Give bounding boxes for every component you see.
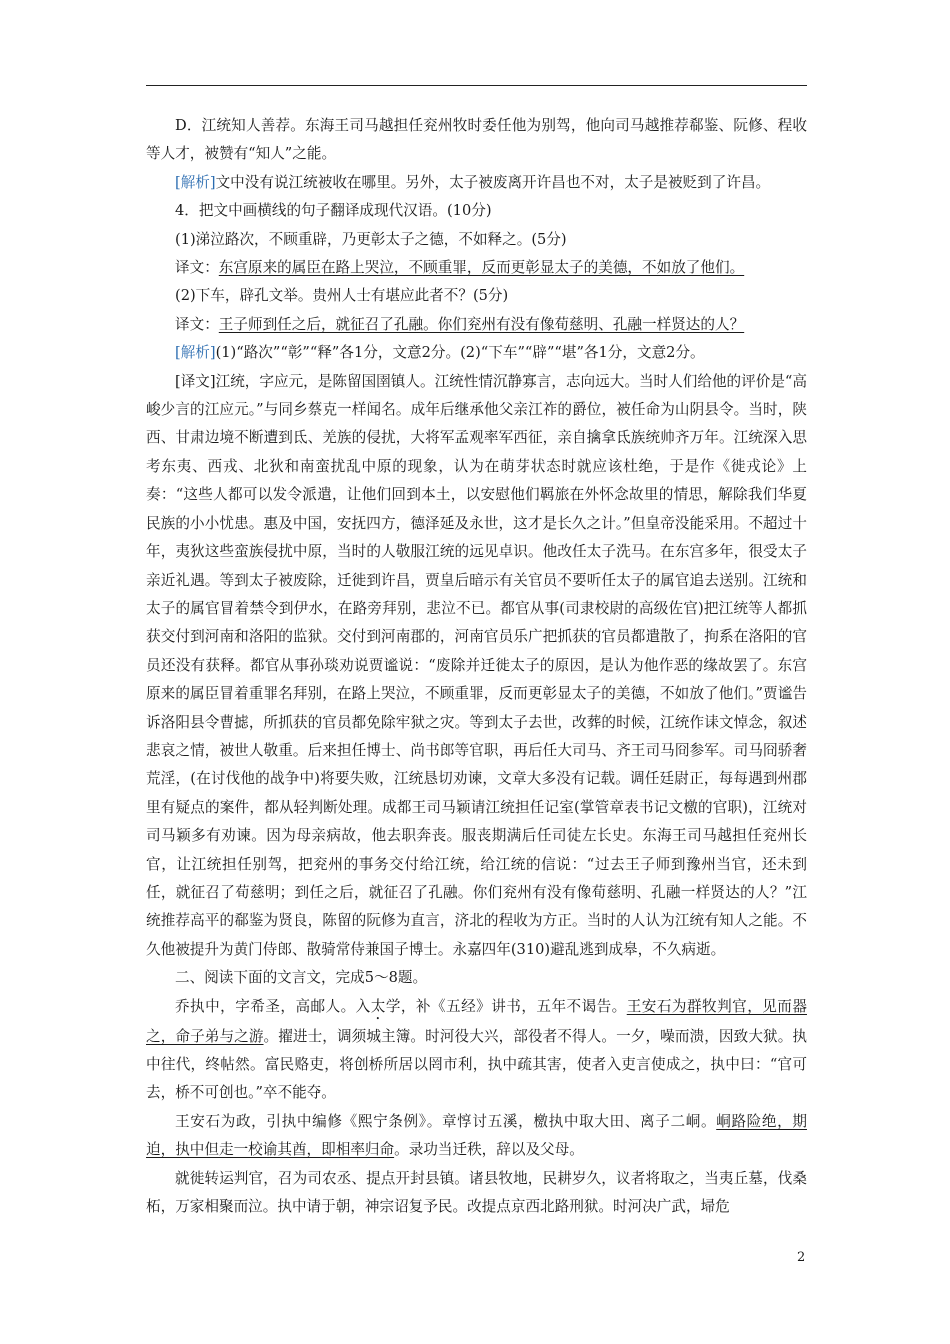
analysis-3-text: 文中没有说江统被收在哪里。另外，太子被废离开许昌也不对，太子是被贬到了许昌。 <box>215 173 771 191</box>
emphasis-dot-char: 太 <box>370 997 386 1015</box>
question-4-sentence-2: (2)下车，辟孔文举。贵州人士有堪应此者不？(5分) <box>175 287 509 305</box>
document-body <box>146 112 807 1221</box>
passage-1-part-a: 乔执中，字希圣，高邮人。入 <box>175 997 371 1015</box>
analysis-tag: [解析] <box>175 344 216 362</box>
passage-2-part-b: 。录功当迁秩，辞以及父母。 <box>394 1141 584 1159</box>
passage-2-part-a: 王安石为政，引执中编修《熙宁条例》。章惇讨五溪，檄执中取大田、离子二峒。 <box>175 1112 717 1130</box>
option-d: D．江统知人善荐。东海王司马越担任兖州牧时委任他为别驾，他向司马越推荐郗鉴、阮修、程收等人才，被赞有“知人”之能。 <box>146 117 807 163</box>
passage-paragraph-2 <box>146 1108 807 1165</box>
full-translation: [译文]江统，字应元，是陈留国圉镇人。江统性情沉静寡言，志向远大。当时人们给他的评价是“高峻少言的江应元。”与同乡蔡克一样闻名。成年后继承他父亲江祚的爵位，被任命为山阴县令。当时，陕西、甘肃边境不断遭到氐、羌族的侵扰，大将军孟观率军西征，亲自擒拿氐族统帅齐万年。江统深入思考东夷、西戎、北狄和南蛮扰乱中原的现象，认为在萌芽状态时就应该杜绝，于是作《徙戎论》上奏：“这些人都可以发令派遣，让他们回到本土，以安慰他们羁旅在外怀念故里的情思，解除我们华夏民族的小小忧患。惠及中国，安抚四方，德泽延及永世，这才是长久之计。”但皇帝没能采用。不超过十年，夷狄这些蛮族侵扰中原，当时的人敬服江统的远见卓识。他改任太子洗马。在东宫多年，很受太子亲近礼遇。等到太子被废除，迁徙到许昌，贾皇后暗示有关官员不要听任太子的属官追去送别。江统和太子的属官冒着禁令到伊水，在路旁拜别，悲泣不已。都官从事(司隶校尉的高级佐官)把江统等人都抓获交付到河南和洛阳的监狱。交付到河南郡的，河南官员乐广把抓获的官员都遣散了，拘系在洛阳的官员还没有获释。都官从事孙琰劝说贾谧说：“废除并迁徙太子的原因，是认为他作恶的缘故罢了。东宫原来的属臣冒着重罪名拜别，在路上哭泣，不顾重罪，反而更彰显太子的美德，不如放了他们。”贾谧告诉洛阳县令曹摅，所抓获的官员都免除牢狱之灾。等到太子去世，改葬的时候，江统作诔文悼念，叙述悲哀之情，被世人敬重。后来担任博士、尚书郎等官职，再后任大司马、齐王司马冏参军。司马冏骄奢荒淫，(在讨伐他的战争中)将要失败，江统恳切劝谏，文章大多没有记载。调任廷尉正，每每遇到州郡里有疑点的案件，都从轻判断处理。成都王司马颖请江统担任记室(掌管章表书记文檄的官职)，江统对司马颖多有劝谏。因为母亲病故，他去职奔丧。服丧期满后任司徒左长史。东海王司马越担任兖州长官，让江统担任别驾，把兖州的事务交付给江统，给江统的信说：“过去王子师到豫州当官，还未到任，就征召了荀慈明；到任之后，就征召了孔融。你们兖州有没有像荀慈明、孔融一样贤达的人？”江统推荐高平的郗鉴为贤良，陈留的阮修为直言，济北的程收为方正。当时的人认为江统有知人之能。不久他被提升为黄门侍郎、散骑常侍兼国子博士。永嘉四年(310)避乱逃到成皋，不久病逝。 <box>146 372 807 958</box>
section-2-title: 二、阅读下面的文言文，完成5～8题。 <box>175 969 428 987</box>
translation-2-text: 王子师到任之后，就征召了孔融。你们兖州有没有像荀慈明、孔融一样贤达的人？ <box>218 315 745 333</box>
analysis-tag: [解析] <box>175 173 216 191</box>
translation-1-text: 东宫原来的属臣在路上哭泣，不顾重罪，反而更彰显太子的美德，不如放了他们。 <box>218 259 745 277</box>
translation-2-label: 译文： <box>175 315 219 333</box>
passage-1-part-c: 。擢进士，调须城主簿。时河役大兴，部役者不得人。一夕，噪而溃，因致大狱。执中往代，终帖然。富民赂吏，将创桥所居以罔市利，执中疏其害，使者入吏言使成之，执中曰：“官可去，桥不可创也。”卒不能夺。 <box>146 1027 807 1102</box>
page-number: 2 <box>797 1250 806 1265</box>
header-rule <box>146 85 807 86</box>
translation-1-label: 译文： <box>175 259 219 277</box>
passage-paragraph-3: 就徙转运判官，召为司农丞、提点开封县镇。诸县牧地，民耕岁久，议者将取之，当夷丘墓，伐桑柘，万家相聚而泣。执中请于朝，神宗诏复予民。改提点京西北路刑狱。时河决广武，埽危 <box>146 1169 807 1216</box>
underlined-sentence-2: 峒路险绝，期迫，执中但走一校谕其酋，即相率归命 <box>146 1112 807 1159</box>
analysis-4-text: (1)“路次”“彰”“释”各1分，文意2分。(2)“下车”“辟”“堪”各1分，文意2分。 <box>215 344 705 362</box>
analysis-4 <box>146 339 807 367</box>
question-4-sentence-1: (1)涕泣路次，不顾重辟，乃更彰太子之德，不如释之。(5分) <box>175 230 567 248</box>
passage-1-part-b: 学，补《五经》讲书，五年不谒告。 <box>385 997 627 1015</box>
underlined-sentence-1: 王安石为群牧判官，见而器之，命子弟与之游 <box>146 997 807 1045</box>
analysis-3 <box>146 169 807 197</box>
translation-2 <box>146 311 807 339</box>
passage-paragraph-1 <box>146 993 807 1108</box>
question-4-title: 4．把文中画横线的句子翻译成现代汉语。(10分) <box>175 202 492 220</box>
translation-1 <box>146 254 807 282</box>
